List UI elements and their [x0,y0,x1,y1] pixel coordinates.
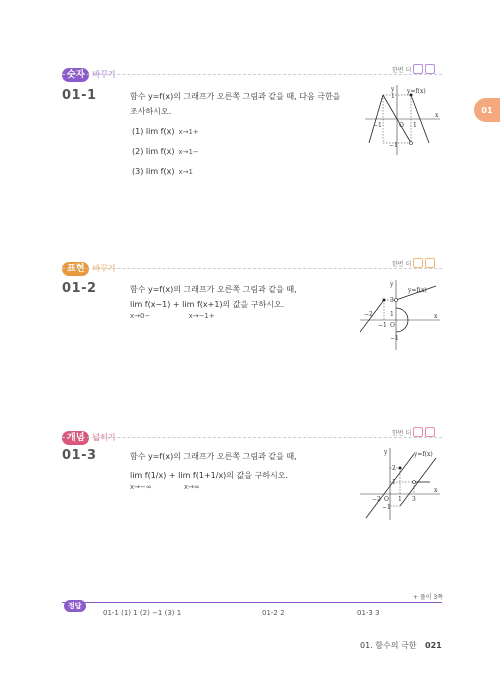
divider [62,268,442,269]
text-line: 함수 y=f(x)의 그래프가 오른쪽 그림과 같을 때, 다음 극한을 [130,92,341,101]
tick-label: −1 [378,322,387,329]
tick-label: O [399,122,404,129]
tick-label: −1 [373,122,382,129]
check-box[interactable] [425,64,435,74]
tick-label: y [390,281,394,288]
tick-label: 1 [398,496,402,503]
tick-label: O [390,322,395,329]
item-sub: x→1− [178,148,199,156]
text-line: 함수 y=f(x)의 그래프가 오른쪽 그림과 같을 때, [130,285,297,294]
solution-note: + 풀이 3쪽 [413,594,444,601]
item-sub: x→1+ [178,128,199,136]
page-number: 021 [425,641,442,650]
text-line: 함수 y=f(x)의 그래프가 오른쪽 그림과 같을 때, [130,452,297,461]
graph-label: y=f(x) [407,88,426,95]
tick-label: x [434,313,438,320]
limit-sub: x→0− [130,312,151,320]
tick-label: 2 [392,465,396,472]
text-line: 조사하시오. [130,107,172,116]
graph-label: y=f(x) [408,287,427,294]
check-label: 한번 더 [392,429,412,437]
tick-label: O [384,496,389,503]
text-line: lim f(1/x) + lim f(1+1/x)의 값을 구하시오. [130,471,289,480]
problem-number-3: 01-3 [62,448,97,463]
tick-label: x [434,487,438,494]
divider [62,437,442,438]
answer-3: 01-3 3 [357,609,380,617]
text-line: lim f(x−1) + lim f(x+1)의 값을 구하시오. [130,300,285,309]
badge-label: 숫자 [62,68,89,82]
answer-2: 01-2 2 [262,609,285,617]
tick-label: y [384,449,388,456]
tick-label: 1 [413,122,417,129]
item-list [130,124,360,184]
answer-badge: 정답 [64,600,86,612]
check-box[interactable] [413,258,423,268]
tick-label: 1 [390,311,394,318]
chapter-title: 01. 함수의 극한 [360,641,417,650]
check-box[interactable] [413,427,423,437]
badge-label: 표현 [62,262,89,276]
problem-text-3 [130,449,360,495]
tick-label: x [435,112,439,119]
answer-1: 01-1 (1) 1 (2) −1 (3) 1 [103,609,182,617]
item: (3) lim f(x) [132,167,175,176]
tick-label: 3 [390,297,394,304]
tick-label: 1 [391,93,395,100]
graph-3 [360,448,440,524]
answer-divider [62,602,442,603]
check-boxes-1 [392,64,435,74]
badge-sub-label: 바꾸기 [92,264,116,273]
tick-label: −2 [364,311,373,318]
limit-sub: x→−1+ [188,312,215,320]
item: (2) lim f(x) [132,147,175,156]
tick-label: −2 [372,496,381,503]
chapter-tab: 01 [474,98,500,122]
problem-number-2: 01-2 [62,281,97,296]
limit-sub: x→−∞ [130,483,152,491]
limit-sub: x→∞ [183,483,200,491]
tick-label: −1 [390,335,399,342]
badge-sub-label: 넓히기 [92,433,116,442]
item-sub: x→1 [178,168,193,176]
tick-label: −1 [382,504,391,511]
section-badge-1 [62,62,116,82]
graph-2 [360,280,440,354]
problem-text-1 [130,89,360,184]
item: (1) lim f(x) [132,127,175,136]
graph-label: y=f(x) [414,451,433,458]
badge-sub-label: 바꾸기 [92,70,116,79]
tick-label: y [391,86,395,93]
footer [360,640,442,651]
check-boxes-3 [392,427,435,437]
graph-1 [365,85,440,159]
check-box[interactable] [425,427,435,437]
divider [62,74,442,75]
problem-number-1: 01-1 [62,88,97,103]
check-label: 한번 더 [392,260,412,268]
tick-label: 3 [412,496,416,503]
check-label: 한번 더 [392,66,412,74]
check-boxes-2 [392,258,435,268]
problem-text-2 [130,282,360,324]
section-badge-3 [62,425,116,445]
check-box[interactable] [425,258,435,268]
tick-label: 1 [392,479,396,486]
badge-label: 개념 [62,431,89,445]
tick-label: −1 [389,142,398,149]
section-badge-2 [62,256,116,276]
check-box[interactable] [413,64,423,74]
